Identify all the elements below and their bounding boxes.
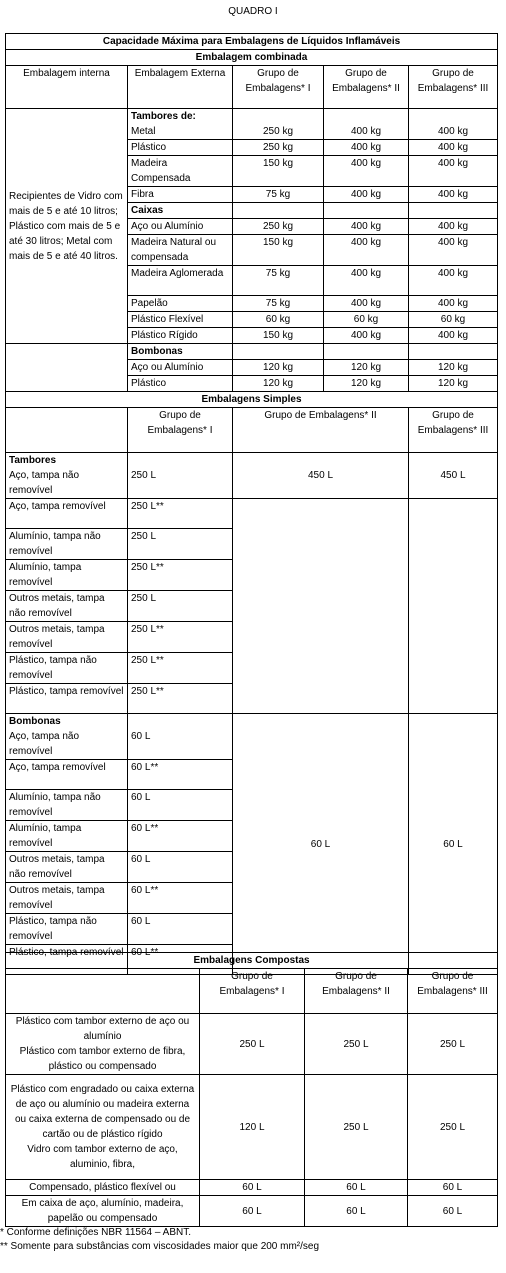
cell-g3 [409, 171, 498, 187]
composite-description: Compensado, plástico flexível ou [6, 1180, 200, 1196]
cell-g2: 250 L [305, 1014, 408, 1075]
cell-g1: 250 L** [128, 653, 233, 684]
row-label: Aço, tampa removível [6, 499, 128, 529]
cell-g3: 400 kg [409, 328, 498, 344]
composite-description: Plástico com engradado ou caixa externa de aço ou alumínio ou madeira externa ou caixa externa de compensado ou de cartão ou de plástico rígido Vidro com tambor externo de aço, aluminio, fibra, [6, 1075, 200, 1180]
cell-g1: 120 kg [233, 360, 324, 376]
composite-table [5, 952, 498, 1227]
cell-g2: 60 L [305, 1180, 408, 1196]
cell-g3: 120 kg [409, 376, 498, 392]
composite-description: Em caixa de aço, alumínio, madeira, papelão ou compensado [6, 1196, 200, 1227]
row-label: Plástico [128, 140, 233, 156]
row-label: Alumínio, tampa removível [6, 821, 128, 852]
row-label: Aço ou Alumínio [128, 219, 233, 235]
row-label: Plástico Rígido [128, 328, 233, 344]
cell-g1: 60 L [200, 1180, 305, 1196]
row-label: Alumínio, tampa não removível [6, 529, 128, 560]
cell-g2: 60 L [305, 1196, 408, 1227]
cell-g3: 60 L [409, 714, 498, 975]
cell-g3: 400 kg [409, 124, 498, 140]
table-row [6, 468, 498, 499]
footnotes [0, 1226, 319, 1254]
footnote: ** Somente para substâncias com viscosidades maior que 200 mm²/seg [0, 1241, 320, 1252]
cell-g1: 60 L** [128, 945, 233, 975]
row-label: Outros metais, tampa não removível [6, 852, 128, 883]
composite-description: Plástico com tambor externo de aço ou alumínio Plástico com tambor externo de fibra, plástico ou compensado [6, 1014, 200, 1075]
cell-g1 [233, 171, 324, 187]
cell-g3: 60 L [408, 1180, 498, 1196]
cell-g2: 400 kg [324, 296, 409, 312]
row-label: Plástico, tampa removível [6, 684, 128, 714]
cell-g2: 60 kg [324, 312, 409, 328]
cell-g1: 250 L [128, 591, 233, 622]
cell-g3: 400 kg [409, 235, 498, 266]
row-label: Alumínio, tampa não removível [6, 790, 128, 821]
header-grupo-1: Grupo de Embalagens* I [200, 969, 305, 1014]
table-row [6, 1075, 498, 1180]
cell-g3: 250 L [408, 1075, 498, 1180]
cell-g1: 120 L [200, 1075, 305, 1180]
cell-g2: 400 kg [324, 124, 409, 140]
interna-description: Recipientes de Vidro com mais de 5 e até 10 litros; Plástico com mais de 5 e até 30 litros; Metal com mais de 5 e até 40 litros. [6, 109, 128, 344]
row-label: Metal [128, 124, 233, 140]
table-caption: Embalagens Compostas [6, 953, 498, 969]
cell-g1: 150 kg [233, 328, 324, 344]
cell-g2: 60 L [233, 714, 409, 975]
simples-header-grupo-3: Grupo de Embalagens* III [409, 408, 498, 453]
cell-g3: 60 L [408, 1196, 498, 1227]
cell-g1: 60 L [128, 790, 233, 821]
cell-g1: 150 kg [233, 235, 324, 266]
group-head-tambores: Tambores de: [128, 109, 233, 125]
header-grupo-1: Grupo de Embalagens* I [233, 66, 324, 109]
cell-g1: 75 kg [233, 296, 324, 312]
footnote: * Conforme definições NBR 11564 – ABNT. [0, 1227, 192, 1238]
cell-g1: 250 L** [128, 560, 233, 591]
cell-g3: 400 kg [409, 296, 498, 312]
row-label: Plástico, tampa não removível [6, 653, 128, 684]
cell-g2: 400 kg [324, 156, 409, 172]
cell-g1: 60 L** [128, 883, 233, 914]
page-title: QUADRO I [228, 6, 278, 17]
header-embalagem-externa: Embalagem Externa [128, 66, 233, 109]
cell-g1: 75 kg [233, 266, 324, 296]
cell-g1: 60 L [200, 1196, 305, 1227]
row-label: Alumínio, tampa removível [6, 560, 128, 591]
cell-g1: 60 L** [128, 821, 233, 852]
cell-g2: 400 kg [324, 187, 409, 203]
header-grupo-2: Grupo de Embalagens* II [305, 969, 408, 1014]
cell-g1: 250 kg [233, 140, 324, 156]
row-label: Papelão [128, 296, 233, 312]
cell-g2: 400 kg [324, 266, 409, 296]
row-label: Aço ou Alumínio [128, 360, 233, 376]
table-row [6, 1180, 498, 1196]
cell-g1: 250 L** [128, 499, 233, 529]
table-row [6, 1014, 498, 1075]
header-grupo-2: Grupo de Embalagens* II [324, 66, 409, 109]
cell-g1: 120 kg [233, 376, 324, 392]
cell-g3: 400 kg [409, 187, 498, 203]
row-label: Madeira [128, 156, 233, 172]
group-head-bombonas: Bombonas [6, 714, 128, 730]
cell-g1: 60 kg [233, 312, 324, 328]
row-label: Aço, tampa não removível [6, 468, 128, 499]
cell-g1: 250 L [128, 468, 233, 499]
group-head-caixas: Caixas [128, 203, 233, 219]
cell-g3: 120 kg [409, 360, 498, 376]
row-label: Outros metais, tampa não removível [6, 591, 128, 622]
cell-g1: 75 kg [233, 187, 324, 203]
section-header-simples: Embalagens Simples [6, 392, 498, 408]
cell-g3: 400 kg [409, 156, 498, 172]
cell-g1: 250 L** [128, 622, 233, 653]
cell-g3: 450 L [409, 468, 498, 499]
cell-g1: 250 L [128, 529, 233, 560]
cell-g1: 250 kg [233, 124, 324, 140]
cell-g1: 250 kg [233, 219, 324, 235]
table-row [6, 1196, 498, 1227]
row-label: Outros metais, tampa removível [6, 883, 128, 914]
cell-g2: 250 L [305, 1075, 408, 1180]
cell-g3: 60 kg [409, 312, 498, 328]
row-label: Plástico, tampa removível [6, 945, 128, 975]
cell-g2: 400 kg [324, 328, 409, 344]
row-label: Plástico, tampa não removível [6, 914, 128, 945]
group-head-bombonas: Bombonas [128, 344, 233, 360]
table-row [6, 499, 498, 529]
cell-g2: 120 kg [324, 360, 409, 376]
table-caption: Capacidade Máxima para Embalagens de Líquidos Inflamáveis [6, 34, 498, 50]
capacity-table [5, 33, 498, 975]
cell-g3: 400 kg [409, 140, 498, 156]
row-label: Compensada [128, 171, 233, 187]
cell-g3: 250 L [408, 1014, 498, 1075]
row-label: Outros metais, tampa removível [6, 622, 128, 653]
cell-g3: 400 kg [409, 266, 498, 296]
row-label: Fibra [128, 187, 233, 203]
simples-header-grupo-2: Grupo de Embalagens* II [233, 408, 409, 453]
cell-g2 [324, 171, 409, 187]
cell-g1: 250 L** [128, 684, 233, 714]
cell-g2: 400 kg [324, 140, 409, 156]
cell-g1: 60 L [128, 914, 233, 945]
group-head-tambores: Tambores [6, 453, 128, 469]
cell-g1: 150 kg [233, 156, 324, 172]
row-label: Madeira Aglomerada [128, 266, 233, 296]
simples-header-grupo-1: Grupo de Embalagens* I [128, 408, 233, 453]
cell-g2: 400 kg [324, 219, 409, 235]
row-label: Plástico [128, 376, 233, 392]
header-grupo-3: Grupo de Embalagens* III [409, 66, 498, 109]
row-label: Madeira Natural ou compensada [128, 235, 233, 266]
row-label: Aço, tampa removível [6, 760, 128, 790]
cell-g2: 120 kg [324, 376, 409, 392]
header-grupo-3: Grupo de Embalagens* III [408, 969, 498, 1014]
header-embalagem-interna: Embalagem interna [6, 66, 128, 109]
cell-g2: 400 kg [324, 235, 409, 266]
section-header-combinada: Embalagem combinada [6, 50, 498, 66]
cell-g1: 60 L [128, 729, 233, 760]
cell-g1: 250 L [200, 1014, 305, 1075]
cell-g1: 60 L** [128, 760, 233, 790]
row-label: Plástico Flexível [128, 312, 233, 328]
cell-g1: 60 L [128, 852, 233, 883]
cell-g3: 400 kg [409, 219, 498, 235]
cell-g2: 450 L [233, 468, 409, 499]
row-label: Aço, tampa não removível [6, 729, 128, 760]
